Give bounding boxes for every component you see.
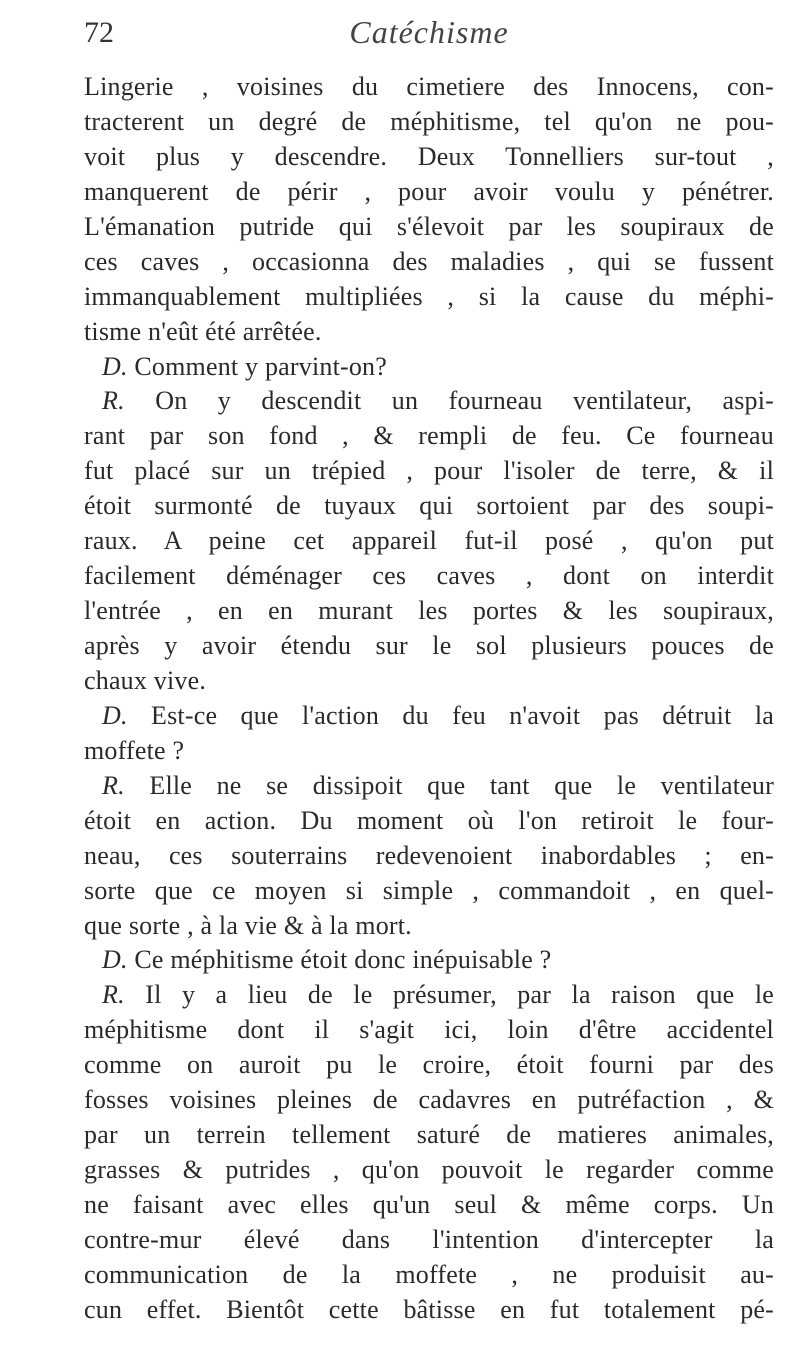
text-line xyxy=(84,210,774,245)
text-line xyxy=(84,1118,774,1153)
line-text: ces caves , occasionna des maladies , qui se fussent xyxy=(84,246,774,276)
line-text: manquerent de périr , pour avoir voulu y pénétrer. xyxy=(84,176,774,206)
line-text: Elle ne se dissipoit que tant que le ventilateur xyxy=(149,770,774,800)
line-text: facilement déménager ces caves , dont on interdit xyxy=(84,561,774,591)
speaker-label: D. xyxy=(102,945,128,975)
line-text: chaux vive. xyxy=(84,665,207,695)
line-text: neau, ces souterrains redevenoient inabordables ; en- xyxy=(84,840,774,870)
text-line xyxy=(84,769,774,804)
text-line xyxy=(84,664,774,699)
text-line xyxy=(84,454,774,489)
line-text: communication de la moffete , ne produisit au- xyxy=(84,1259,774,1289)
line-text: sorte que ce moyen si simple , commandoit , en quel- xyxy=(84,875,774,905)
text-line xyxy=(84,70,774,105)
speaker-label: R. xyxy=(102,386,125,416)
line-text: ne faisant avec elles qu'un seul & même corps. Un xyxy=(84,1190,774,1219)
line-text: rant par son fond , & rempli de feu. Ce fourneau xyxy=(84,421,774,451)
line-text: méphitisme dont il s'agit ici, loin d'être accidentel xyxy=(84,1015,774,1045)
text-line xyxy=(84,1258,774,1293)
text-line xyxy=(84,629,774,664)
line-text: Lingerie , voisines du cimetiere des Innocens, con- xyxy=(84,72,774,101)
line-text: tracterent un degré de méphitisme, tel qu'on ne pou- xyxy=(84,106,774,136)
line-text: étoit surmonté de tuyaux qui sortoient par des soupi- xyxy=(84,491,774,521)
line-text: On y descendit un fourneau ventilateur, aspi- xyxy=(155,386,775,416)
text-line xyxy=(84,350,774,385)
line-text: l'entrée , en en murant les portes & les soupiraux, xyxy=(84,596,774,626)
text-line xyxy=(84,804,774,839)
line-text: comme on auroit pu le croire, étoit fourni par des xyxy=(84,1050,774,1080)
text-line xyxy=(84,699,774,734)
text-line xyxy=(84,874,774,909)
text-line xyxy=(84,419,774,454)
text-line xyxy=(84,280,774,315)
text-line xyxy=(84,105,774,140)
line-text: que sorte , à la vie & à la mort. xyxy=(84,910,412,940)
text-line xyxy=(84,315,774,350)
text-line xyxy=(84,489,774,524)
line-text: moffete ? xyxy=(84,735,185,765)
line-text: tisme n'eût été arrêtée. xyxy=(84,316,322,346)
text-line xyxy=(84,1048,774,1083)
line-text: grasses & putrides , qu'on pouvoit le regarder comme xyxy=(84,1155,774,1185)
line-text: Ce méphitisme étoit donc inépuisable ? xyxy=(134,945,552,975)
text-line xyxy=(84,140,774,175)
text-line xyxy=(84,1013,774,1048)
line-text: fosses voisines pleines de cadavres en putréfaction , & xyxy=(84,1085,774,1115)
line-text: Il y a lieu de le présumer, par la raison que le xyxy=(145,980,774,1010)
line-text: étoit en action. Du moment où l'on retiroit le four- xyxy=(84,805,774,835)
body-text xyxy=(84,70,774,1328)
text-line xyxy=(84,175,774,210)
line-text: après y avoir étendu sur le sol plusieurs pouces de xyxy=(84,631,774,660)
text-line xyxy=(84,1083,774,1118)
line-text: Est-ce que l'action du feu n'avoit pas détruit la xyxy=(151,700,774,730)
text-line xyxy=(84,559,774,594)
text-line xyxy=(84,909,774,944)
text-line xyxy=(84,734,774,769)
text-line xyxy=(84,943,774,978)
text-line xyxy=(84,524,774,559)
text-line xyxy=(84,839,774,874)
running-title: Catéchisme xyxy=(349,14,509,50)
line-text: contre-mur élevé dans l'intention d'intercepter la xyxy=(84,1224,774,1254)
line-text: L'émanation putride qui s'élevoit par les soupiraux de xyxy=(84,211,774,241)
line-text: immanquablement multipliées , si la cause du méphi- xyxy=(84,281,774,311)
speaker-label: R. xyxy=(102,980,125,1010)
text-line xyxy=(84,594,774,629)
text-line xyxy=(84,384,774,419)
text-line xyxy=(84,1153,774,1188)
text-line xyxy=(84,978,774,1013)
speaker-label: D. xyxy=(102,351,128,381)
line-text: raux. A peine cet appareil fut-il posé , qu'on put xyxy=(84,526,774,556)
line-text: voit plus y descendre. Deux Tonnelliers sur-tout , xyxy=(84,141,774,171)
speaker-label: R. xyxy=(102,770,125,800)
page-number: 72 xyxy=(84,16,114,49)
line-text: Comment y parvint-on? xyxy=(134,351,387,381)
line-text: par un terrein tellement saturé de matieres animales, xyxy=(84,1120,774,1150)
text-line xyxy=(84,245,774,280)
line-text: fut placé sur un trépied , pour l'isoler de terre, & il xyxy=(84,456,774,486)
text-line xyxy=(84,1188,774,1223)
speaker-label: D. xyxy=(102,700,128,730)
page-header xyxy=(84,14,774,58)
line-text: cun effet. Bientôt cette bâtisse en fut totalement pé- xyxy=(84,1294,774,1324)
text-line xyxy=(84,1293,774,1328)
text-line xyxy=(84,1223,774,1258)
